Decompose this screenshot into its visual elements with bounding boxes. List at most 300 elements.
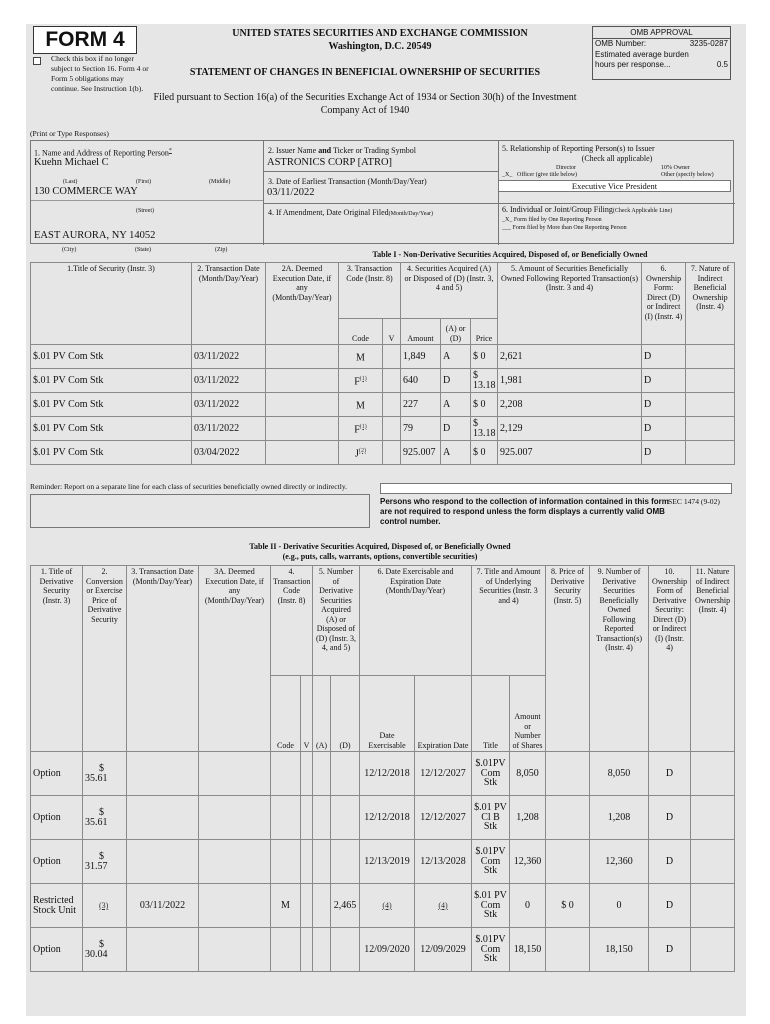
nature-cell xyxy=(686,345,735,369)
owned-cell xyxy=(498,441,642,465)
table-row xyxy=(31,796,735,840)
security-title-cell xyxy=(31,393,192,417)
divider xyxy=(264,171,498,172)
derivative-title-cell-value: Restricted Stock Unit xyxy=(33,895,77,916)
underlying-title-cell xyxy=(472,796,510,840)
owned-cell xyxy=(590,928,649,972)
omb-number-value: 3235-0287 xyxy=(689,39,728,48)
underlying-amount-cell-value: 1,208 xyxy=(516,811,539,823)
price-cell xyxy=(471,441,498,465)
transaction-date-cell-value: 03/11/2022 xyxy=(194,350,240,362)
amount-cell xyxy=(401,369,441,393)
table-row xyxy=(31,393,735,417)
table1-title: Table I - Non-Derivative Securities Acquired, Disposed of, or Beneficially Owned xyxy=(372,250,648,259)
expiration-date-cell xyxy=(415,840,472,884)
derivative-price-cell xyxy=(546,884,590,928)
code-cell-value: F xyxy=(354,375,360,387)
acquired-cell xyxy=(313,796,331,840)
price-cell-value: $ 0 xyxy=(473,398,486,410)
checkbox-note: Check this box if no longer subject to Section 16. Form 4 or Form 5 obligations may continue. See Instruction 1(b). xyxy=(51,54,149,93)
ownership-form-cell xyxy=(649,752,691,796)
table2-title-line1: Table II - Derivative Securities Acquired, Disposed of, or Beneficially Owned xyxy=(249,542,511,551)
expiration-date-cell xyxy=(415,796,472,840)
owned-cell-value: 18,150 xyxy=(605,943,633,955)
t1-h-deemed: 2A. Deemed Execution Date, if any (Month/Day/Year) xyxy=(266,263,339,345)
conversion-price-cell-value: $ 31.57 xyxy=(85,851,108,872)
ownership-form-cell xyxy=(649,884,691,928)
underlying-title-cell-value: $.01 PV Cl B Stk xyxy=(474,802,507,833)
table1-header-row xyxy=(31,263,735,319)
table2-body xyxy=(31,752,735,972)
t2-sub-amount: Amount or Number of Shares xyxy=(510,676,546,752)
transaction-date-cell xyxy=(127,928,199,972)
conversion-price-cell xyxy=(83,796,127,840)
ownership-form-cell-value: D xyxy=(665,899,674,911)
date-exercisable-cell-value: 12/09/2020 xyxy=(364,943,410,955)
amendment-label-sub: (Month/Day/Year) xyxy=(388,211,434,217)
disposed-cell xyxy=(331,840,360,884)
agency-header xyxy=(170,27,590,53)
security-title-cell xyxy=(31,369,192,393)
transaction-date-cell xyxy=(192,417,266,441)
officer-mark: _X_ xyxy=(502,172,513,178)
table-row xyxy=(31,840,735,884)
derivative-title-cell xyxy=(31,796,83,840)
deemed-date-cell xyxy=(266,369,339,393)
footnote-ref[interactable]: (1) xyxy=(359,423,367,430)
omb-approval-box xyxy=(592,26,731,80)
security-title-cell xyxy=(31,345,192,369)
filing-label xyxy=(502,205,672,215)
a-or-d-cell-value: A xyxy=(443,350,451,362)
table-row xyxy=(31,369,735,393)
deemed-date-cell xyxy=(266,345,339,369)
t2-h-title: 1. Title of Derivative Security (Instr. 3) xyxy=(31,566,83,752)
code-cell-value: M xyxy=(356,399,365,411)
table1-body xyxy=(31,345,735,465)
conversion-price-cell-value: $ 30.04 xyxy=(85,939,108,960)
ten-percent-owner-option[interactable]: 10% Owner xyxy=(661,165,690,171)
filing-label-b: (Check Applicable Line) xyxy=(612,208,673,214)
amendment-label xyxy=(268,208,433,218)
nature-cell xyxy=(691,884,735,928)
t2-h-date: 3. Transaction Date (Month/Day/Year) xyxy=(127,566,199,752)
amount-cell xyxy=(401,441,441,465)
derivative-title-cell xyxy=(31,884,83,928)
issuer-label xyxy=(268,146,416,156)
form-title: FORM 4 xyxy=(33,26,137,54)
ownership-form-cell-value: D xyxy=(665,811,674,823)
underlying-title-cell-value: $.01 PV Com Stk xyxy=(474,890,507,921)
footnote-ref[interactable]: (4) xyxy=(438,900,448,910)
t1-sub-amount: Amount xyxy=(401,319,441,345)
owned-cell xyxy=(590,752,649,796)
underlying-title-cell xyxy=(472,840,510,884)
footnote-ref[interactable]: (1) xyxy=(359,375,367,382)
date-exercisable-cell xyxy=(360,796,415,840)
t1-h-owned: 5. Amount of Securities Beneficially Owned Following Reported Transaction(s) (Instr. 3 and 4) xyxy=(498,263,642,345)
derivative-price-cell xyxy=(546,840,590,884)
code-cell xyxy=(271,884,301,928)
transaction-date-cell-value: 03/11/2022 xyxy=(194,374,240,386)
transaction-date-cell xyxy=(192,369,266,393)
v-cell xyxy=(301,752,313,796)
price-cell-value: $ 13.18 xyxy=(473,418,496,439)
amount-cell-value: 925.007 xyxy=(403,446,436,458)
acquired-cell xyxy=(313,928,331,972)
underlying-title-cell xyxy=(472,928,510,972)
v-cell xyxy=(383,369,401,393)
t2-sub-d: (D) xyxy=(331,676,360,752)
security-title-cell-value: $.01 PV Com Stk xyxy=(33,422,104,434)
underlying-title-cell-value: $.01PV Com Stk xyxy=(475,758,506,789)
v-cell xyxy=(383,417,401,441)
expiration-date-cell-value: 12/12/2027 xyxy=(420,767,466,779)
ownership-form-cell xyxy=(642,417,686,441)
a-or-d-cell xyxy=(441,393,471,417)
table2-derivative xyxy=(30,565,735,972)
amount-cell-value: 640 xyxy=(403,374,418,386)
table-row xyxy=(31,884,735,928)
table-row xyxy=(31,345,735,369)
t2-h-code: 4. Transaction Code (Instr. 8) xyxy=(271,566,313,676)
security-title-cell-value: $.01 PV Com Stk xyxy=(33,374,104,386)
ownership-form-cell-value: D xyxy=(644,350,652,362)
table-row xyxy=(31,441,735,465)
owned-cell-value: 2,621 xyxy=(500,350,523,362)
transaction-date-cell xyxy=(127,884,199,928)
t2-h-underlying: 7. Title and Amount of Underlying Securities (Instr. 3 and 4) xyxy=(472,566,546,676)
divider xyxy=(264,203,735,204)
omb-hours-label: hours per response... xyxy=(595,60,671,69)
reporting-info-grid xyxy=(30,140,734,244)
middle-label: (Middle) xyxy=(209,179,231,185)
divider xyxy=(263,141,264,245)
underlying-title-cell xyxy=(472,752,510,796)
underlying-amount-cell-value: 0 xyxy=(525,899,531,911)
date-exercisable-cell xyxy=(360,840,415,884)
t1-h-code: 3. Transaction Code (Instr. 8) xyxy=(339,263,401,319)
code-cell-value: M xyxy=(281,899,290,911)
relationship-label: 5. Relationship of Reporting Person(s) to Issuer xyxy=(502,144,655,153)
transaction-date-cell-value: 03/11/2022 xyxy=(194,422,240,434)
omb-title: OMB APPROVAL xyxy=(593,27,730,39)
code-cell xyxy=(339,393,383,417)
statement-title: STATEMENT OF CHANGES IN BENEFICIAL OWNERSHIP OF SECURITIES xyxy=(189,67,541,78)
v-cell xyxy=(301,928,313,972)
derivative-price-cell xyxy=(546,796,590,840)
underlying-title-cell xyxy=(472,884,510,928)
ownership-form-cell-value: D xyxy=(665,767,674,779)
nature-cell xyxy=(686,393,735,417)
t2-h-nature: 11. Nature of Indirect Beneficial Ownership (Instr. 4) xyxy=(691,566,735,752)
t2-h-form: 10. Ownership Form of Derivative Security: Direct (D) or Indirect (I) (Instr. 4) xyxy=(649,566,691,752)
nature-cell xyxy=(691,840,735,884)
nature-cell xyxy=(686,369,735,393)
derivative-title-cell-value: Option xyxy=(33,767,61,779)
disposed-cell xyxy=(331,928,360,972)
transaction-date-cell-value: 03/11/2022 xyxy=(139,899,186,911)
t2-sub-a: (A) xyxy=(313,676,331,752)
first-label: (First) xyxy=(136,179,151,185)
code-cell xyxy=(271,752,301,796)
conversion-price-cell xyxy=(83,928,127,972)
nature-cell xyxy=(686,441,735,465)
derivative-price-cell-value: $ 0 xyxy=(561,899,574,911)
code-cell xyxy=(339,441,383,465)
code-cell xyxy=(271,796,301,840)
table-row xyxy=(31,928,735,972)
t2-sub-exercisable: Date Exercisable xyxy=(360,676,415,752)
officer-option[interactable]: Officer (give title below) xyxy=(517,172,578,178)
deemed-date-cell xyxy=(266,393,339,417)
owned-cell xyxy=(590,796,649,840)
table2-title xyxy=(170,542,590,562)
derivative-title-cell xyxy=(31,752,83,796)
owned-cell xyxy=(498,417,642,441)
code-cell xyxy=(339,369,383,393)
deemed-date-cell xyxy=(199,752,271,796)
divider xyxy=(31,200,263,201)
a-or-d-cell-value: A xyxy=(443,446,451,458)
deemed-date-cell xyxy=(199,796,271,840)
reporting-person-city: EAST AURORA, NY 14052 xyxy=(34,230,156,241)
officer-title: Executive Vice President xyxy=(498,180,731,192)
v-cell xyxy=(301,840,313,884)
table2-header-row xyxy=(31,566,735,676)
date-exercisable-cell-value: 12/12/2018 xyxy=(364,811,410,823)
expiration-date-cell-value: 12/12/2027 xyxy=(420,811,466,823)
v-cell xyxy=(383,345,401,369)
t2-sub-v: V xyxy=(301,676,313,752)
derivative-title-cell-value: Option xyxy=(33,855,61,867)
v-cell xyxy=(301,796,313,840)
owned-cell-value: 2,129 xyxy=(500,422,523,434)
reporting-person-label-text: 1. Name and Address of Reporting Person xyxy=(34,148,169,158)
underlying-amount-cell xyxy=(510,840,546,884)
ownership-form-cell xyxy=(649,840,691,884)
underlying-amount-cell-value: 12,360 xyxy=(513,855,542,867)
code-cell-value: J xyxy=(355,447,359,459)
underlying-amount-cell xyxy=(510,928,546,972)
nature-cell xyxy=(691,752,735,796)
price-cell-value: $ 0 xyxy=(473,350,486,362)
acquired-cell xyxy=(313,884,331,928)
state-label: (State) xyxy=(135,247,151,253)
filed-pursuant: Filed pursuant to Section 16(a) of the Securities Exchange Act of 1934 or Section 30(h) of the Investment Company Act of 1940 xyxy=(153,92,577,116)
date-exercisable-cell xyxy=(360,928,415,972)
ownership-form-cell-value: D xyxy=(644,398,652,410)
amount-cell-value: 1,849 xyxy=(403,350,426,362)
price-cell xyxy=(471,393,498,417)
owned-cell xyxy=(590,840,649,884)
underlying-amount-cell xyxy=(510,752,546,796)
acquired-cell xyxy=(313,840,331,884)
date-exercisable-cell xyxy=(360,884,415,928)
deemed-date-cell xyxy=(199,840,271,884)
derivative-price-cell xyxy=(546,752,590,796)
earliest-date-label: 3. Date of Earliest Transaction (Month/Day/Year) xyxy=(268,177,427,186)
a-or-d-cell xyxy=(441,345,471,369)
transaction-date-cell xyxy=(127,752,199,796)
relationship-sub: (Check all applicable) xyxy=(581,154,653,163)
underlying-title-cell-value: $.01PV Com Stk xyxy=(475,846,506,877)
transaction-date-cell xyxy=(192,393,266,417)
t2-sub-title: Title xyxy=(472,676,510,752)
ownership-form-cell-value: D xyxy=(644,422,652,434)
deemed-date-cell xyxy=(199,928,271,972)
deemed-date-cell xyxy=(266,417,339,441)
label-footnote: * xyxy=(168,148,172,154)
price-cell-value: $ 13.18 xyxy=(473,370,496,391)
derivative-title-cell-value: Option xyxy=(33,943,61,955)
nature-cell xyxy=(686,417,735,441)
owned-cell-value: 12,360 xyxy=(605,855,633,867)
code-cell xyxy=(339,345,383,369)
deemed-date-cell xyxy=(199,884,271,928)
transaction-date-cell xyxy=(127,796,199,840)
nature-cell xyxy=(691,796,735,840)
ownership-form-cell-value: D xyxy=(644,374,652,386)
t1-sub-aord: (A) or (D) xyxy=(441,319,471,345)
owned-cell-value: 1,208 xyxy=(607,811,631,823)
date-exercisable-cell xyxy=(360,752,415,796)
a-or-d-cell xyxy=(441,441,471,465)
disposed-cell xyxy=(331,796,360,840)
expiration-date-cell-value: 12/13/2028 xyxy=(420,855,466,867)
omb-hours-value: 0.5 xyxy=(716,60,728,69)
date-exercisable-cell-value: 12/13/2019 xyxy=(364,855,410,867)
omb-burden-label: Estimated average burden xyxy=(595,49,689,59)
price-cell xyxy=(471,369,498,393)
reporting-person-name: Kuehn Michael C xyxy=(34,157,109,168)
earliest-date-value: 03/11/2022 xyxy=(267,187,315,198)
sec-code: SEC 1474 (9-02) xyxy=(668,497,720,506)
ownership-form-cell xyxy=(649,796,691,840)
other-option[interactable]: Other (specify below) xyxy=(661,172,714,178)
price-cell xyxy=(471,417,498,441)
a-or-d-cell xyxy=(441,369,471,393)
filing-one-person[interactable]: _X_ Form filed by One Reporting Person xyxy=(502,217,602,223)
persons-notice: Persons who respond to the collection of information contained in this form are not required to respond unless the form displays a currently valid OMB control number. xyxy=(380,497,669,526)
owned-cell xyxy=(498,393,642,417)
table-row xyxy=(31,417,735,441)
owned-cell xyxy=(498,345,642,369)
underlying-amount-cell-value: 8,050 xyxy=(516,767,539,779)
footnote-ref[interactable]: (4) xyxy=(382,900,392,910)
t2-sub-expiration: Expiration Date xyxy=(415,676,472,752)
deemed-date-cell xyxy=(266,441,339,465)
owned-cell-value: 0 xyxy=(616,899,622,911)
price-cell xyxy=(471,345,498,369)
amount-cell-value: 79 xyxy=(403,422,413,434)
t1-sub-v: V xyxy=(383,319,401,345)
transaction-date-cell-value: 03/04/2022 xyxy=(194,446,240,458)
conversion-price-cell xyxy=(83,840,127,884)
ownership-form-cell xyxy=(642,393,686,417)
table2-title-line2: (e.g., puts, calls, warrants, options, convertible securities) xyxy=(282,552,478,561)
divider xyxy=(498,141,499,245)
derivative-title-cell-value: Option xyxy=(33,811,61,823)
disposed-cell-value: 2,465 xyxy=(333,899,357,911)
section16-checkbox[interactable] xyxy=(33,57,41,65)
ownership-form-cell-value: D xyxy=(644,446,652,458)
price-cell-value: $ 0 xyxy=(473,446,486,458)
t1-sub-code: Code xyxy=(339,319,383,345)
t1-h-title: 1.Title of Security (Instr. 3) xyxy=(31,263,192,345)
amount-cell xyxy=(401,417,441,441)
city-label: (City) xyxy=(62,247,77,253)
filing-multiple-persons[interactable]: ___ Form filed by More than One Reporting Person xyxy=(502,225,627,231)
t1-h-nature: 7. Nature of Indirect Beneficial Ownership (Instr. 4) xyxy=(686,263,735,345)
underlying-amount-cell xyxy=(510,884,546,928)
code-cell-value: M xyxy=(356,351,365,363)
t1-sub-price: Price xyxy=(471,319,498,345)
expiration-date-cell xyxy=(415,752,472,796)
footnote-ref[interactable]: (2) xyxy=(358,447,366,454)
t1-h-form: 6. Ownership Form: Direct (D) or Indirect (I) (Instr. 4) xyxy=(642,263,686,345)
last-label: (Last) xyxy=(63,179,78,185)
underlying-amount-cell-value: 18,150 xyxy=(513,943,542,955)
reminder-box xyxy=(30,494,370,528)
filing-label-a: 6. Individual or Joint/Group Filing xyxy=(502,205,613,214)
t2-h-number: 5. Number of Derivative Securities Acquired (A) or Disposed of (D) (Instr. 3, 4, and 5) xyxy=(313,566,360,676)
amount-cell-value: 227 xyxy=(403,398,418,410)
expiration-date-cell xyxy=(415,928,472,972)
ownership-form-cell-value: D xyxy=(665,855,674,867)
date-exercisable-cell-value: 12/12/2018 xyxy=(364,767,410,779)
derivative-title-cell xyxy=(31,928,83,972)
agency-name: UNITED STATES SECURITIES AND EXCHANGE COMMISSION xyxy=(232,28,528,39)
issuer-name: ASTRONICS CORP [ATRO] xyxy=(267,157,393,168)
security-title-cell xyxy=(31,441,192,465)
transaction-date-cell xyxy=(192,345,266,369)
issuer-label-a: 2. Issuer Name xyxy=(268,146,319,155)
amount-cell xyxy=(401,393,441,417)
owned-cell-value: 1,981 xyxy=(500,374,523,386)
footnote-ref[interactable]: (3) xyxy=(99,900,109,910)
director-option[interactable]: Director xyxy=(556,165,576,171)
underlying-amount-cell xyxy=(510,796,546,840)
print-type-note: (Print or Type Responses) xyxy=(30,129,109,138)
ownership-form-cell-value: D xyxy=(665,943,674,955)
expiration-date-cell xyxy=(415,884,472,928)
a-or-d-cell-value: D xyxy=(443,422,451,434)
expiration-date-cell-value: 12/09/2029 xyxy=(420,943,466,955)
amendment-label-text: 4. If Amendment, Date Original Filed xyxy=(268,208,389,217)
security-title-cell-value: $.01 PV Com Stk xyxy=(33,350,104,362)
underlying-title-cell-value: $.01PV Com Stk xyxy=(475,934,506,965)
t2-h-exercise: 6. Date Exercisable and Expiration Date (Month/Day/Year) xyxy=(360,566,472,676)
v-cell xyxy=(383,393,401,417)
t2-h-deemed: 3A. Deemed Execution Date, if any (Month/Day/Year) xyxy=(199,566,271,752)
amount-cell xyxy=(401,345,441,369)
t2-h-price: 2. Conversion or Exercise Price of Derivative Security xyxy=(83,566,127,752)
zip-label: (Zip) xyxy=(215,247,228,253)
agency-city: Washington, D.C. 20549 xyxy=(328,41,432,52)
table-row xyxy=(31,752,735,796)
reminder-note: Reminder: Report on a separate line for each class of securities beneficially owned directly or indirectly. xyxy=(30,482,348,491)
code-cell xyxy=(271,928,301,972)
owned-cell-value: 8,050 xyxy=(607,767,631,779)
table1-non-derivative xyxy=(30,262,735,465)
owned-cell xyxy=(590,884,649,928)
issuer-label-and: and xyxy=(318,146,332,155)
issuer-label-b: Ticker or Trading Symbol xyxy=(331,146,417,155)
conversion-price-cell-value: $ 35.61 xyxy=(85,763,108,784)
security-title-cell-value: $.01 PV Com Stk xyxy=(33,398,104,410)
notice-input-box xyxy=(380,483,732,494)
